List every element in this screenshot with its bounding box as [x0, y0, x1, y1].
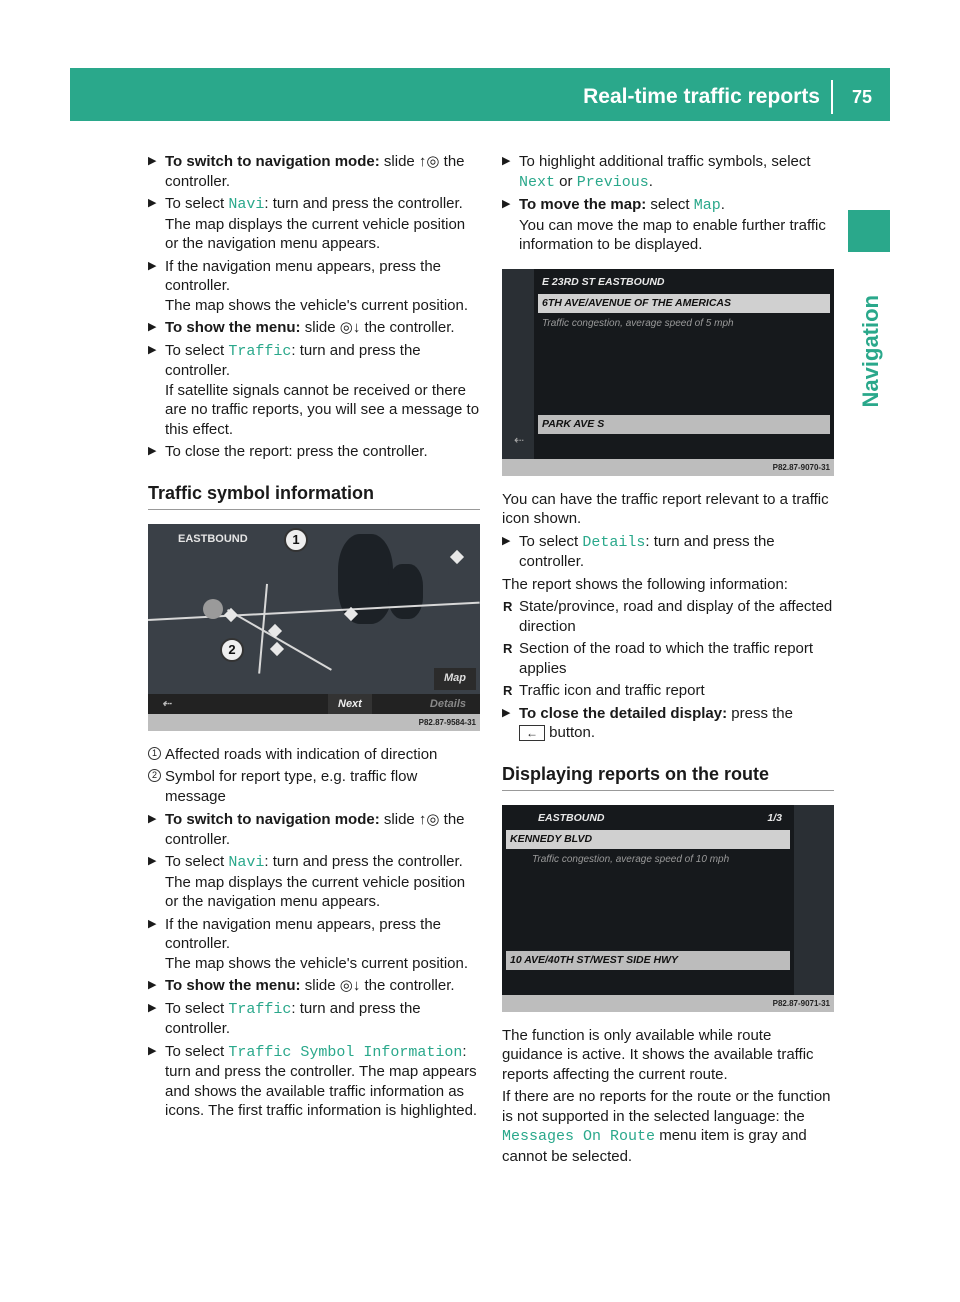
- report-row-highlighted[interactable]: 6TH AVE/AVENUE OF THE AMERICAS: [538, 294, 830, 313]
- step-text: To select: [519, 532, 583, 550]
- map-button[interactable]: Map: [434, 668, 476, 690]
- bullet-list: [502, 597, 834, 701]
- instruction-step: [148, 194, 480, 254]
- instruction-step: [148, 442, 480, 462]
- right-column: [502, 152, 834, 1169]
- instruction-step: [148, 1042, 480, 1121]
- header-divider: [831, 80, 833, 114]
- details-button[interactable]: Details: [429, 697, 466, 710]
- step-text: .: [648, 172, 653, 190]
- route-report-screenshot: [502, 805, 834, 1012]
- page-number: 75: [851, 87, 872, 107]
- instruction-step: [148, 152, 480, 191]
- menu-item-messages-on-route: Messages On Route: [502, 1128, 656, 1145]
- menu-item-map: Map: [693, 197, 721, 214]
- step-text: slide ◎↓ the controller.: [300, 977, 455, 994]
- step-bold: To move the map:: [519, 196, 647, 213]
- steps-b: [148, 810, 480, 1121]
- next-button[interactable]: Next: [328, 694, 372, 714]
- map-bottom-bar: [148, 694, 480, 714]
- step-bold: To switch to navigation mode:: [165, 811, 380, 828]
- report-text: Traffic congestion, average speed of 10 mph: [532, 853, 730, 865]
- paragraph: [502, 1087, 834, 1166]
- step-text: :: [462, 1042, 467, 1060]
- image-code: P82.87-9584-31: [418, 717, 476, 727]
- callout-item: [148, 767, 480, 806]
- callout-text: Affected roads with indication of direction: [165, 745, 438, 763]
- step-text: : turn and press the controller.: [264, 853, 463, 870]
- menu-item-next: Next: [519, 173, 556, 191]
- back-arrow-icon[interactable]: ⇠: [162, 697, 172, 710]
- step-detail: The map displays the current vehicle position or the navigation menu appears.: [165, 215, 466, 252]
- traffic-symbol-icon[interactable]: [203, 599, 223, 619]
- report-row-next[interactable]: 10 AVE/40TH ST/WEST SIDE HWY: [506, 951, 790, 970]
- instruction-step: [148, 915, 480, 974]
- paragraph: The function is only available while route guidance is active. It shows the available traffic reports affecting the current route.: [502, 1026, 814, 1083]
- map-strip: [794, 805, 834, 995]
- bullet-item: R Traffic icon and traffic report: [502, 681, 834, 701]
- paragraph: You can have the traffic report relevant to a traffic icon shown.: [502, 490, 829, 527]
- callout-list: [148, 745, 480, 807]
- chapter-tab: [848, 210, 890, 252]
- map-strip: [502, 269, 534, 459]
- step-text: slide ↑◎ the controller.: [165, 153, 465, 190]
- section-heading: Traffic symbol information: [148, 482, 480, 510]
- bullet-item: R Section of the road to which the traffic report applies: [502, 639, 834, 678]
- step-text: .: [720, 196, 725, 213]
- step-bold: To close the detailed display:: [519, 704, 728, 722]
- step-text: slide ↑◎ the controller.: [165, 811, 465, 848]
- step-detail: If satellite signals cannot be received or there are no traffic reports, you will see a message to this effect.: [165, 381, 480, 438]
- step-text: : turn and press the controller.: [519, 532, 775, 570]
- step-text: To select: [165, 853, 229, 870]
- step-text: slide ◎↓ the controller.: [300, 319, 455, 336]
- step-text: : turn and press the controller.: [165, 341, 421, 379]
- instruction-step: [148, 318, 480, 338]
- map-water: [388, 564, 423, 619]
- step-detail: You can move the map to enable further traffic information to be displayed.: [519, 216, 826, 253]
- step-detail: The map shows the vehicle's current position.: [165, 296, 469, 314]
- instruction-step: [148, 852, 480, 912]
- map-screenshot: [148, 524, 480, 731]
- left-column: [148, 152, 480, 1124]
- section-heading: Displaying reports on the route: [502, 763, 834, 791]
- step-close: [502, 704, 834, 743]
- menu-item-previous: Previous: [576, 173, 649, 191]
- step-detail: The map shows the vehicle's current position.: [165, 954, 469, 972]
- callout-text: Symbol for report type, e.g. traffic flow message: [165, 768, 418, 805]
- paragraph-text: If there are no reports for the route or the function is not supported in the selected language: the: [502, 1088, 831, 1125]
- report-row-next[interactable]: PARK AVE S: [538, 415, 830, 434]
- instruction-step: [148, 341, 480, 440]
- step-text: To select: [165, 195, 229, 212]
- step-text: button.: [545, 724, 596, 741]
- route-road: EASTBOUND: [538, 811, 605, 824]
- menu-item: Traffic: [228, 1000, 292, 1018]
- instruction-step: [148, 976, 480, 996]
- step-bold: To show the menu:: [165, 319, 301, 336]
- menu-item: Navi: [228, 196, 265, 213]
- bullet-item: R State/province, road and display of the affected direction: [502, 597, 834, 636]
- report-row-road: E 23RD ST EASTBOUND: [542, 275, 665, 288]
- steps-a: [148, 152, 480, 462]
- step-text: : turn and press the controller.: [165, 999, 421, 1037]
- back-button-icon: ←: [519, 725, 545, 741]
- step-move-map: [502, 195, 834, 255]
- report-count: 1/3: [767, 811, 782, 824]
- step-text: press the: [727, 704, 793, 722]
- step-text: To select: [165, 999, 229, 1017]
- step-text: or: [555, 172, 577, 190]
- callout-number: 2: [148, 769, 161, 782]
- traffic-report-screenshot: [502, 269, 834, 476]
- step-bold: To switch to navigation mode:: [165, 153, 380, 170]
- step-text: : turn and press the controller.: [264, 195, 463, 212]
- page-title: Real-time traffic reports: [583, 85, 820, 108]
- menu-item: Traffic Symbol Information: [228, 1043, 463, 1061]
- step-details: [502, 532, 834, 572]
- back-arrow-icon[interactable]: ⇠: [514, 433, 525, 447]
- instruction-step: [148, 810, 480, 849]
- step-highlight: [502, 152, 834, 192]
- paragraph-text: menu item is gray and cannot be selected.: [502, 1127, 807, 1165]
- step-detail: The map displays the current vehicle position or the navigation menu appears.: [165, 873, 466, 910]
- callout-2-marker: 2: [220, 638, 244, 662]
- step-text: If the navigation menu appears, press the controller.: [165, 915, 442, 952]
- step-text: To select: [165, 1042, 229, 1060]
- paragraph: The report shows the following information:: [502, 575, 788, 593]
- instruction-step: [148, 999, 480, 1039]
- step-detail: turn and press the controller. The map appears and shows the available traffic information as icons. The first traffic information is highlighted.: [165, 1063, 478, 1119]
- report-row-road: [506, 809, 790, 828]
- report-row-highlighted[interactable]: KENNEDY BLVD: [506, 830, 790, 849]
- image-code: P82.87-9071-31: [772, 998, 830, 1008]
- step-text: To highlight additional traffic symbols, select: [519, 153, 811, 170]
- callout-1-marker: 1: [284, 528, 308, 552]
- instruction-step: [148, 257, 480, 316]
- step-bold: To show the menu:: [165, 977, 301, 994]
- menu-item-details: Details: [582, 533, 646, 551]
- step-text: To close the report: press the controller.: [165, 443, 428, 460]
- step-text: If the navigation menu appears, press the controller.: [165, 257, 442, 294]
- image-code: P82.87-9070-31: [772, 462, 830, 472]
- map-heading: EASTBOUND: [178, 532, 248, 545]
- chapter-label-text: Navigation: [858, 295, 883, 408]
- step-text: To select: [165, 341, 229, 359]
- report-text: Traffic congestion, average speed of 5 mph: [542, 317, 734, 329]
- step-text: select: [646, 196, 694, 213]
- map-background: [148, 524, 480, 714]
- callout-item: [148, 745, 480, 765]
- callout-number: 1: [148, 747, 161, 760]
- menu-item: Navi: [228, 854, 265, 871]
- menu-item: Traffic: [228, 342, 292, 360]
- page-header: [70, 68, 890, 121]
